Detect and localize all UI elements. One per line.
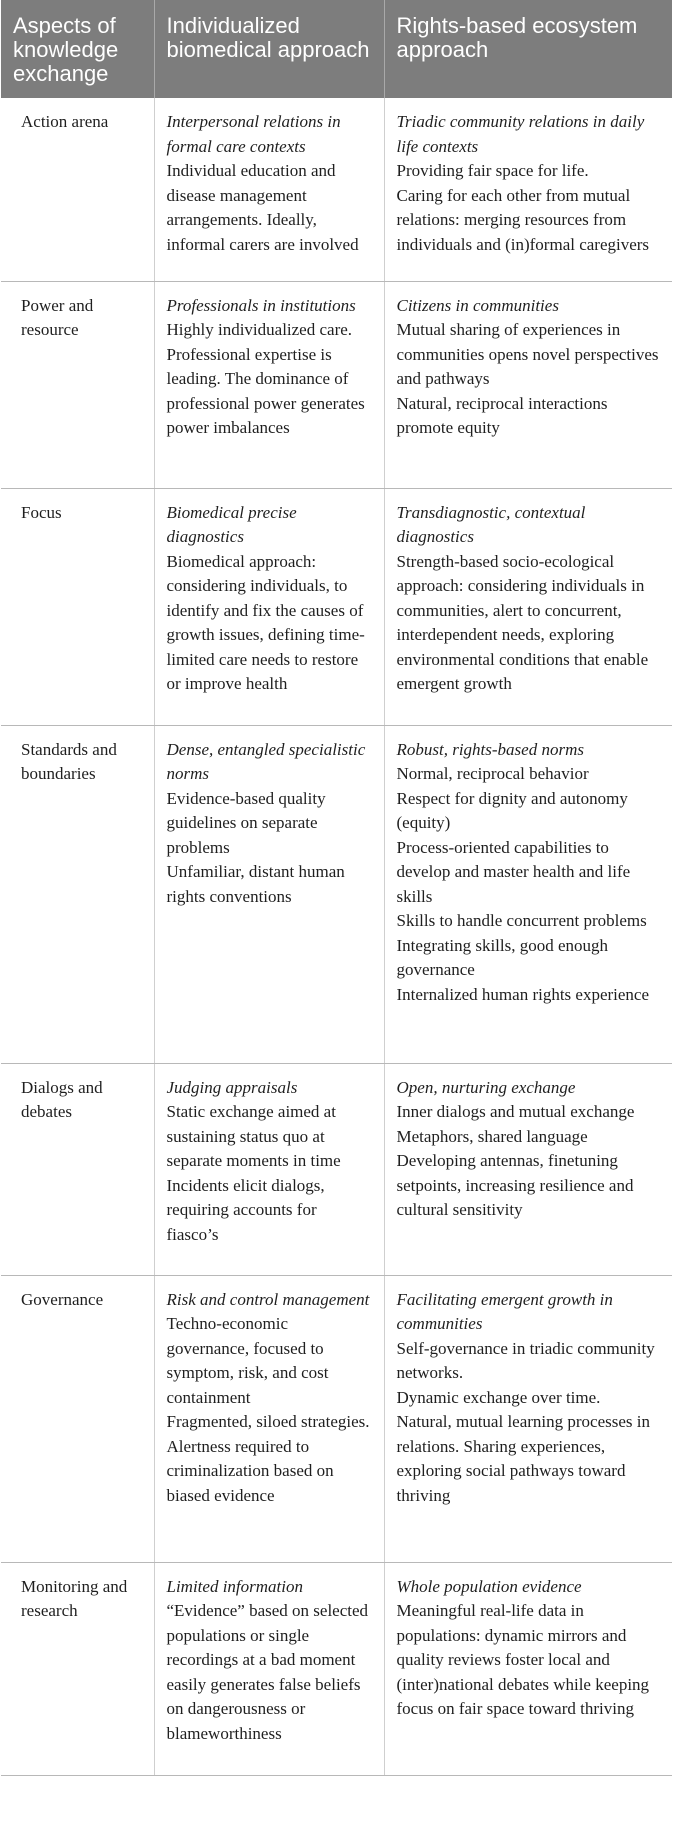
ecosystem-text: Strength-based socio-ecological approach: considering individuals in communities, alert to concurrent, interdependent needs, exploring environmental conditions that enable emergent growth	[396, 551, 649, 693]
table-header	[1, 0, 672, 98]
ecosystem-cell	[384, 1275, 672, 1562]
ecosystem-subtitle: Robust, rights-based norms	[396, 739, 584, 759]
ecosystem-text: Respect for dignity and autonomy (equity)	[396, 788, 628, 832]
aspect-cell: Monitoring and research	[1, 1562, 154, 1775]
biomedical-subtitle: Biomedical precise diagnostics	[166, 502, 297, 546]
ecosystem-text: Normal, reciprocal behavior	[396, 764, 589, 783]
ecosystem-subtitle: Transdiagnostic, contextual diagnostics	[396, 502, 586, 546]
biomedical-cell	[154, 281, 384, 488]
biomedical-cell	[154, 1275, 384, 1562]
ecosystem-text: Natural, mutual learning processes in relations. Sharing experiences, exploring social pathways toward thriving	[396, 1412, 651, 1505]
table-body	[1, 98, 672, 1775]
aspect-cell: Standards and boundaries	[1, 725, 154, 1063]
ecosystem-text: Process-oriented capabilities to develop and master health and life skills	[396, 837, 631, 906]
header-aspects: Aspects of knowledge exchange	[1, 0, 154, 98]
ecosystem-cell	[384, 488, 672, 725]
ecosystem-text: Internalized human rights experience	[396, 984, 650, 1004]
biomedical-subtitle: Risk and control management	[166, 1289, 370, 1309]
ecosystem-subtitle: Triadic community relations in daily life contexts	[396, 112, 645, 156]
ecosystem-text: Developing antennas, finetuning setpoints, increasing resilience and cultural sensitivity	[396, 1151, 634, 1219]
biomedical-text: Incidents elicit dialogs, requiring accounts for fiasco’s	[166, 1175, 325, 1244]
aspect-cell: Governance	[1, 1275, 154, 1562]
ecosystem-text: Caring for each other from mutual relations: merging resources from individuals and (in)formal caregivers	[396, 185, 650, 254]
ecosystem-cell	[384, 281, 672, 488]
table-row	[1, 281, 672, 488]
aspect-cell: Action arena	[1, 98, 154, 281]
ecosystem-cell	[384, 1562, 672, 1775]
ecosystem-cell	[384, 1063, 672, 1275]
biomedical-text: Individual education and disease management arrangements. Ideally, informal carers are involved	[166, 161, 359, 254]
biomedical-text: Techno-economic governance, focused to symptom, risk, and cost containment	[166, 1314, 329, 1407]
ecosystem-subtitle: Whole population evidence	[396, 1576, 582, 1596]
biomedical-subtitle: Judging appraisals	[166, 1077, 298, 1097]
header-biomedical: Individualized biomedical approach	[154, 0, 384, 98]
table-row	[1, 98, 672, 281]
header-row	[1, 0, 672, 98]
biomedical-cell	[154, 1063, 384, 1275]
biomedical-text: “Evidence” based on selected populations or single recordings at a bad moment easily generates false beliefs on dangerousness or blameworthiness	[166, 1601, 369, 1743]
ecosystem-text: Inner dialogs and mutual exchange	[396, 1102, 635, 1121]
ecosystem-text: Skills to handle concurrent problems	[396, 911, 647, 930]
ecosystem-cell	[384, 725, 672, 1063]
aspect-cell: Dialogs and debates	[1, 1063, 154, 1275]
header-ecosystem: Rights-based ecosystem approach	[384, 0, 672, 98]
table-row	[1, 1063, 672, 1275]
biomedical-text: Highly individualized care. Professional expertise is leading. The dominance of professional power generates power imbalances	[166, 320, 365, 437]
biomedical-subtitle: Dense, entangled specialistic norms	[166, 739, 366, 783]
comparison-table	[1, 0, 672, 1776]
ecosystem-subtitle: Open, nurturing exchange	[396, 1077, 576, 1097]
biomedical-cell	[154, 98, 384, 281]
table-row	[1, 1275, 672, 1562]
table-row	[1, 1562, 672, 1775]
ecosystem-text: Dynamic exchange over time.	[396, 1387, 601, 1407]
ecosystem-text: Natural, reciprocal interactions promote equity	[396, 393, 608, 437]
ecosystem-text: Providing fair space for life.	[396, 161, 589, 180]
ecosystem-text: Meaningful real-life data in populations: dynamic mirrors and quality reviews foster local and (inter)national debates while keeping focus on fair space toward thriving	[396, 1601, 650, 1718]
biomedical-text: Static exchange aimed at sustaining status quo at separate moments in time	[166, 1102, 341, 1170]
biomedical-cell	[154, 725, 384, 1063]
ecosystem-text: Integrating skills, good enough governance	[396, 935, 609, 979]
comparison-table-container	[1, 0, 672, 1776]
biomedical-text: Biomedical approach: considering individuals, to identify and fix the causes of growth issues, defining time-limited care needs to restore or improve health	[166, 551, 365, 693]
aspect-cell: Power and resource	[1, 281, 154, 488]
ecosystem-text: Metaphors, shared language	[396, 1126, 588, 1146]
biomedical-text: Fragmented, siloed strategies. Alertness required to criminalization based on biased evidence	[166, 1412, 370, 1505]
biomedical-subtitle: Limited information	[166, 1576, 303, 1596]
table-row	[1, 725, 672, 1063]
ecosystem-cell	[384, 98, 672, 281]
ecosystem-text: Mutual sharing of experiences in communities opens novel perspectives and pathways	[396, 320, 659, 388]
biomedical-text: Evidence-based quality guidelines on separate problems	[166, 788, 326, 857]
biomedical-subtitle: Interpersonal relations in formal care contexts	[166, 112, 341, 156]
aspect-cell: Focus	[1, 488, 154, 725]
ecosystem-subtitle: Citizens in communities	[396, 295, 559, 315]
biomedical-text: Unfamiliar, distant human rights conventions	[166, 862, 345, 906]
biomedical-cell	[154, 1562, 384, 1775]
ecosystem-subtitle: Facilitating emergent growth in communities	[396, 1289, 613, 1333]
ecosystem-text: Self-governance in triadic community networks.	[396, 1338, 655, 1382]
biomedical-cell	[154, 488, 384, 725]
biomedical-subtitle: Professionals in institutions	[166, 295, 356, 315]
table-row	[1, 488, 672, 725]
